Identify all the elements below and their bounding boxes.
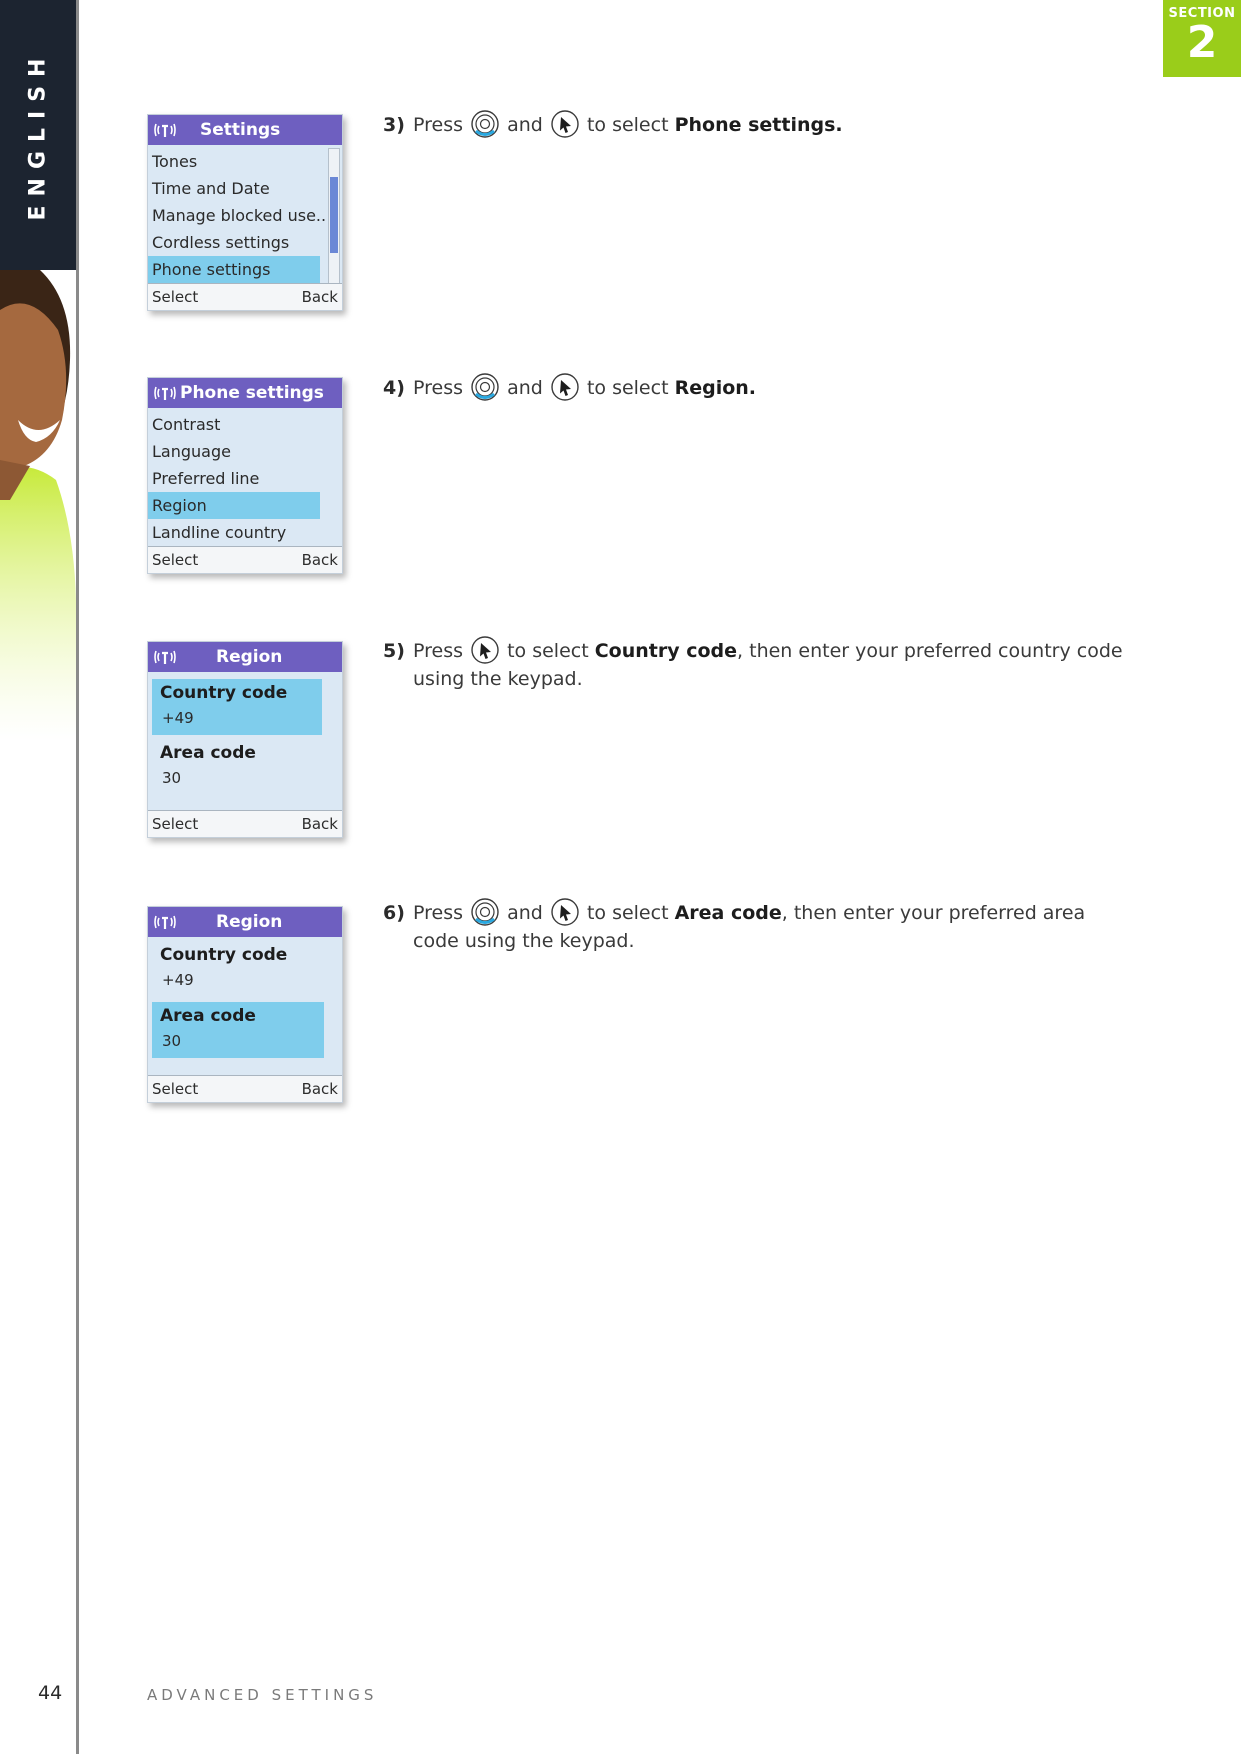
step-5 <box>383 637 1143 693</box>
step-4 <box>383 374 1143 402</box>
softkey-back: Back <box>301 288 338 306</box>
step-target: Country code <box>594 640 738 662</box>
signal-icon <box>154 385 176 401</box>
step-text: , then enter your preferred country code using the keypad. <box>413 640 1123 690</box>
screen-title: Phone settings <box>180 383 324 403</box>
menu-item: Landline country <box>152 523 287 542</box>
step-text: to select <box>586 114 669 136</box>
step-text: and <box>507 902 543 924</box>
menu-item: Language <box>152 442 231 461</box>
area-code-field-selected <box>152 1002 324 1058</box>
step-text: to select <box>507 640 589 662</box>
step-text: , then enter your preferred area code using the keypad. <box>413 902 1086 952</box>
nav-key-icon <box>470 372 500 402</box>
signal-icon <box>154 122 176 138</box>
menu-item: Preferred line <box>152 469 260 488</box>
field-label: Area code <box>160 743 256 763</box>
menu-item: Cordless settings <box>152 233 290 252</box>
step-text: to select <box>586 902 669 924</box>
select-key-icon <box>550 372 580 402</box>
step-number: 3) <box>383 114 405 136</box>
field-label: Country code <box>160 683 288 703</box>
woman-photo <box>0 270 76 740</box>
step-6 <box>383 899 1103 955</box>
softkey-select: Select <box>152 551 199 569</box>
phone-screen-region-area <box>147 906 343 1103</box>
screen-title-bar <box>148 378 342 408</box>
step-3 <box>383 111 1143 139</box>
page-number: 44 <box>38 1682 63 1704</box>
step-text: Press <box>413 640 464 662</box>
select-key-icon <box>550 109 580 139</box>
step-target: Phone settings. <box>674 114 843 136</box>
step-text: and <box>507 114 543 136</box>
field-value: +49 <box>162 709 194 727</box>
softkey-bar <box>148 1075 342 1102</box>
chapter-title: ADVANCED SETTINGS <box>147 1686 378 1704</box>
country-code-field-selected <box>152 679 322 735</box>
nav-key-icon <box>470 109 500 139</box>
softkey-bar <box>148 546 342 573</box>
screen-title: Settings <box>200 120 281 140</box>
field-label: Country code <box>160 945 288 965</box>
scrollbar <box>328 148 340 284</box>
section-label: SECTION <box>1168 6 1236 21</box>
step-number: 4) <box>383 377 405 399</box>
signal-icon <box>154 649 176 665</box>
softkey-select: Select <box>152 288 199 306</box>
screen-title-bar <box>148 115 342 145</box>
margin-divider <box>76 0 79 1754</box>
softkey-back: Back <box>301 551 338 569</box>
menu-item-selected: Region <box>148 492 320 519</box>
step-text: Press <box>413 902 464 924</box>
menu-item: Manage blocked use.. <box>152 206 327 225</box>
menu-item: Time and Date <box>152 179 270 198</box>
select-key-icon <box>470 635 500 665</box>
step-text: Press <box>413 377 464 399</box>
country-code-field <box>152 941 322 997</box>
step-text: and <box>507 377 543 399</box>
softkey-select: Select <box>152 1080 199 1098</box>
phone-screen-settings <box>147 114 343 311</box>
step-text: Press <box>413 114 464 136</box>
screen-title: Region <box>216 912 283 932</box>
scroll-thumb <box>330 177 338 253</box>
softkey-bar <box>148 283 342 310</box>
language-tab <box>0 0 76 270</box>
step-target: Region. <box>674 377 757 399</box>
menu-item-selected: Phone settings <box>148 256 320 283</box>
section-badge <box>1163 0 1241 77</box>
step-target: Area code <box>674 902 782 924</box>
step-text: to select <box>586 377 669 399</box>
step-number: 6) <box>383 902 405 924</box>
menu-item: Contrast <box>152 415 221 434</box>
area-code-field <box>152 739 322 795</box>
field-value: 30 <box>162 1032 182 1050</box>
section-number: 2 <box>1186 17 1218 68</box>
screen-title-bar <box>148 907 342 937</box>
softkey-back: Back <box>301 1080 338 1098</box>
phone-screen-phone-settings <box>147 377 343 574</box>
softkey-select: Select <box>152 815 199 833</box>
select-key-icon <box>550 897 580 927</box>
phone-screen-region-country <box>147 641 343 838</box>
screen-title-bar <box>148 642 342 672</box>
field-value: 30 <box>162 769 182 787</box>
signal-icon <box>154 914 176 930</box>
softkey-bar <box>148 810 342 837</box>
nav-key-icon <box>470 897 500 927</box>
screen-title: Region <box>216 647 283 667</box>
field-value: +49 <box>162 971 194 989</box>
menu-item: Tones <box>152 152 198 171</box>
step-number: 5) <box>383 640 405 662</box>
language-label: ENGLISH <box>25 49 51 221</box>
softkey-back: Back <box>301 815 338 833</box>
field-label: Area code <box>160 1006 256 1026</box>
